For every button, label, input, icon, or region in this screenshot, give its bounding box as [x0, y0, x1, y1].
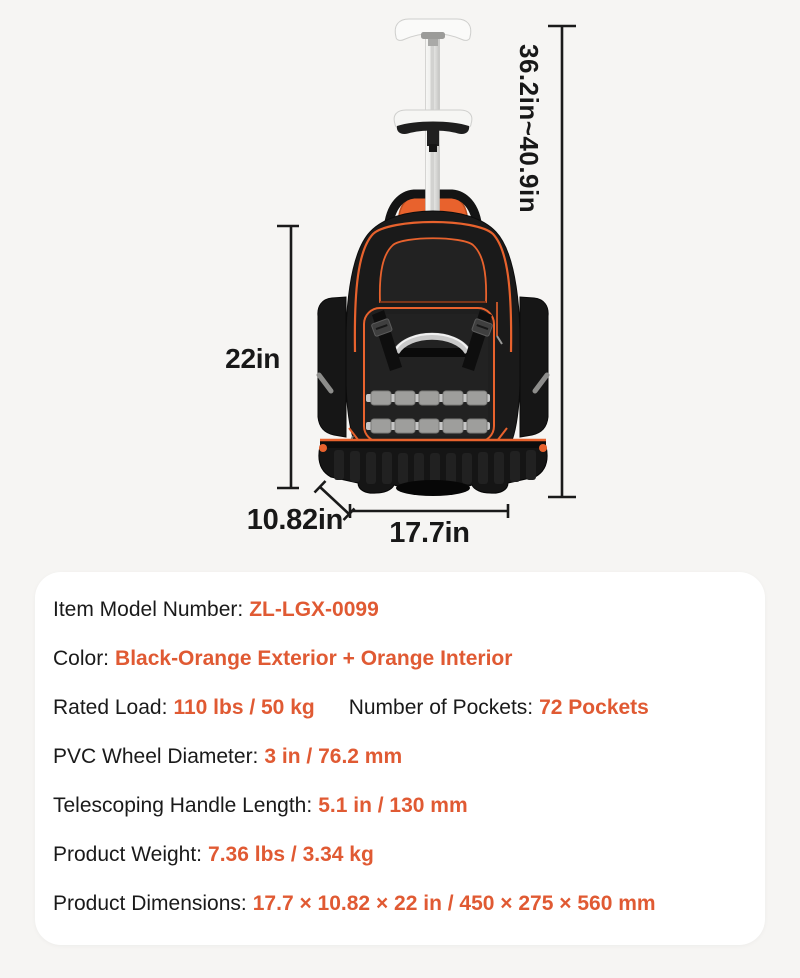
spec-value: 72 Pockets — [539, 696, 649, 719]
spec-row-dimensions — [53, 893, 747, 915]
spec-row-weight — [53, 844, 747, 866]
spec-label: Color: — [53, 647, 110, 670]
spec-card — [35, 572, 765, 945]
spec-value: 3 in / 76.2 mm — [264, 745, 403, 768]
spec-row-color — [53, 648, 747, 670]
spec-pair-rated-load — [53, 697, 315, 719]
spec-value: 17.7 × 10.82 × 22 in / 450 × 275 × 560 mm — [252, 892, 656, 915]
spec-row-load-pockets — [53, 697, 747, 719]
spec-row-wheel — [53, 746, 747, 768]
spec-label: Product Dimensions: — [53, 892, 247, 915]
spec-label: Product Weight: — [53, 843, 203, 866]
dimension-label-bag-height: 22in — [225, 343, 280, 374]
spec-value: Black-Orange Exterior + Orange Interior — [115, 647, 513, 670]
telescoping-handle — [394, 19, 472, 220]
spec-value: 110 lbs / 50 kg — [173, 696, 315, 719]
spec-label: Item Model Number: — [53, 598, 244, 621]
spec-pair-pockets — [349, 697, 649, 719]
spec-label: Rated Load: — [53, 696, 168, 719]
spec-label: Number of Pockets: — [348, 696, 534, 719]
spec-value: 7.36 lbs / 3.34 kg — [208, 843, 374, 866]
spec-value: 5.1 in / 130 mm — [318, 794, 468, 817]
spec-row-model — [53, 599, 747, 621]
dimension-label-depth: 10.82in — [246, 504, 343, 536]
spec-row-handle-length — [53, 795, 747, 817]
dimension-label-total-height: 36.2in~40.9in — [514, 44, 544, 214]
spec-label: PVC Wheel Diameter: — [53, 745, 259, 768]
spec-label: Telescoping Handle Length: — [53, 794, 313, 817]
molded-base — [319, 440, 547, 496]
spec-value: ZL-LGX-0099 — [249, 598, 379, 621]
dimension-label-width: 17.7in — [389, 517, 470, 549]
